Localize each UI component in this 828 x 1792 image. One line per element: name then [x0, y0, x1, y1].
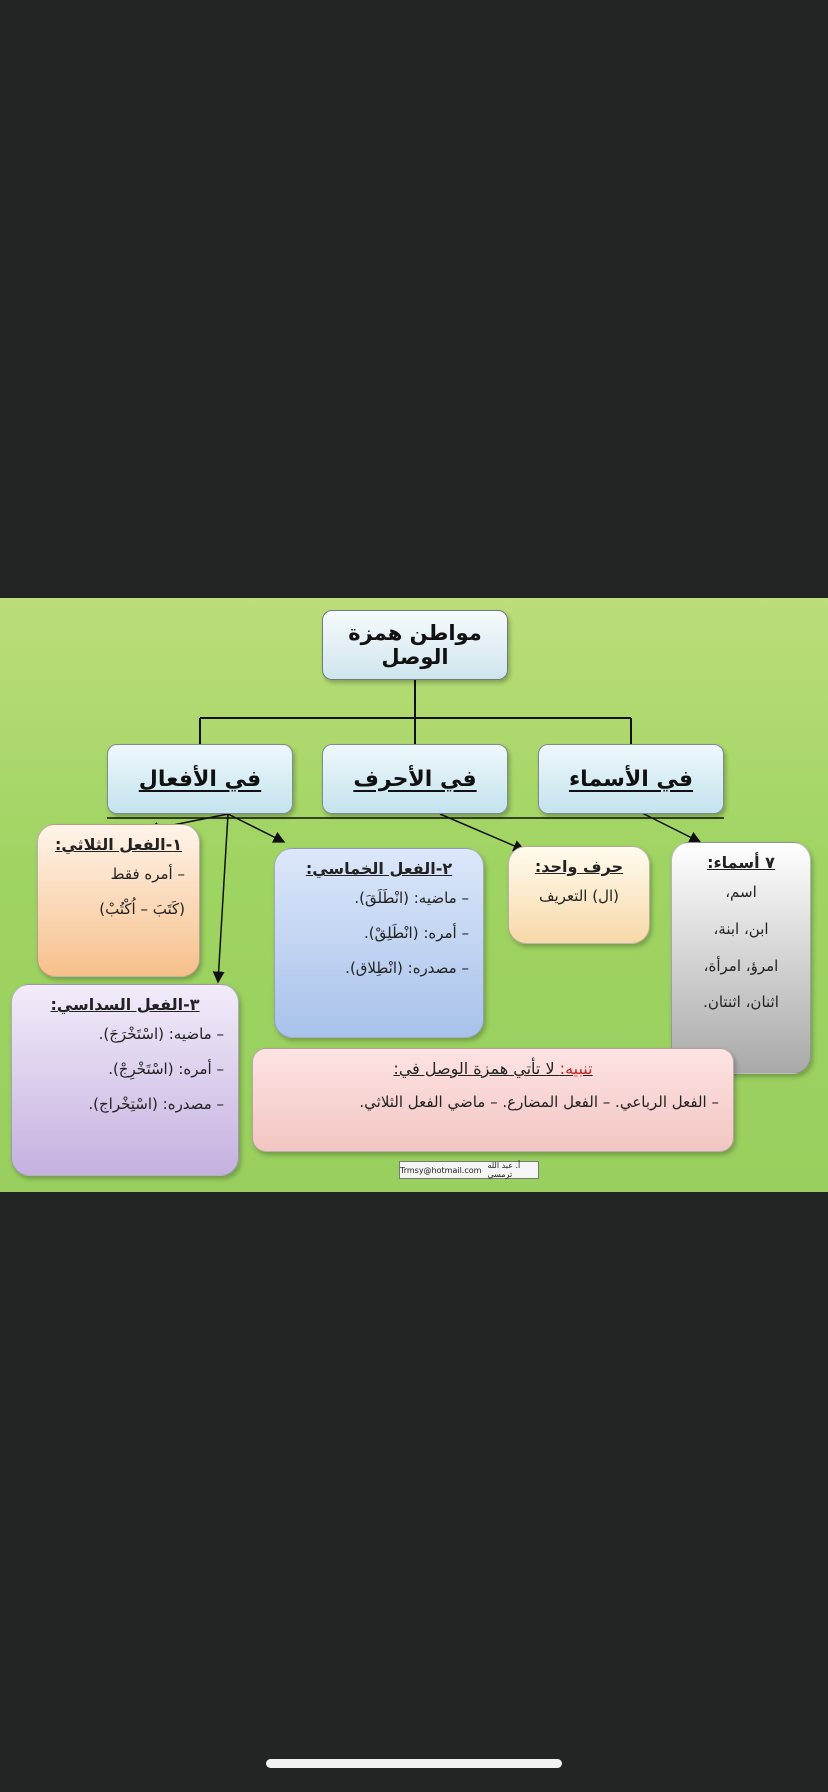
triliteral-line-1: – أمره فقط [110, 865, 185, 883]
diagram-title-text: مواطن همزة الوصل [348, 621, 482, 669]
category-letters-label: في الأحرف [353, 766, 477, 792]
triliteral-verb-card [37, 824, 200, 977]
nouns-line-1: اسم، [725, 883, 757, 901]
sextuple-verb-card [11, 984, 239, 1176]
note-head-text: لا تأتي همزة الوصل في: [393, 1059, 555, 1078]
category-verbs [107, 744, 293, 814]
quinary-verb-card [274, 848, 484, 1038]
category-nouns-label: في الأسماء [568, 766, 694, 792]
author-name: أ. عبد الله ترمسي [487, 1161, 521, 1179]
nouns-head: ٧ أسماء: [707, 853, 775, 872]
category-verbs-label: في الأفعال [138, 766, 262, 792]
category-letters [322, 744, 508, 814]
author-footer [399, 1161, 539, 1179]
arrow-to-one-letter [440, 814, 524, 850]
sextuple-line-1: – ماضيه: (اسْتَخْرَجَ). [98, 1025, 224, 1043]
sextuple-line-3: – مصدره: (اسْتِخْراج). [88, 1094, 224, 1113]
one-letter-head: حرف واحد: [534, 857, 624, 876]
quinary-line-3: – مصدره: (انْطِلاق). [345, 958, 469, 977]
nouns-card [671, 842, 811, 1074]
note-head [267, 1059, 719, 1079]
note-body: – الفعل الرباعي. – الفعل المضارع. – ماضي الفعل الثلاثي. [359, 1093, 719, 1111]
quinary-head: ٢-الفعل الخماسي: [305, 859, 453, 878]
note-head-label: تنبيه: [559, 1059, 593, 1078]
diagram-image [0, 598, 828, 1192]
quinary-line-1: – ماضيه: (انْطَلَقَ). [354, 889, 469, 907]
nouns-line-3: امرؤ، امرأة، [703, 956, 779, 975]
diagram-title [322, 610, 508, 680]
home-indicator[interactable] [266, 1759, 562, 1768]
sextuple-line-2: – أمره: (اسْتَخْرِجْ). [108, 1059, 224, 1078]
arrow-to-sextuple [218, 814, 228, 982]
triliteral-head: ١-الفعل الثلاثي: [54, 835, 183, 854]
triliteral-line-2: (كَتَبَ – اُكْتُبْ) [99, 899, 185, 918]
author-email: Trmsy@hotmail.com [400, 1165, 482, 1175]
one-letter-line: (ال) التعريف [538, 887, 620, 905]
category-nouns [538, 744, 724, 814]
sextuple-head: ٣-الفعل السداسي: [50, 995, 200, 1014]
one-letter-card [508, 846, 650, 944]
note-card [252, 1048, 734, 1152]
nouns-line-4: اثنان، اثنتان. [703, 993, 779, 1012]
quinary-line-2: – أمره: (انْطَلِقْ). [363, 923, 469, 942]
arrow-to-nouns [640, 812, 700, 842]
nouns-line-2: ابن، ابنة، [713, 919, 769, 938]
